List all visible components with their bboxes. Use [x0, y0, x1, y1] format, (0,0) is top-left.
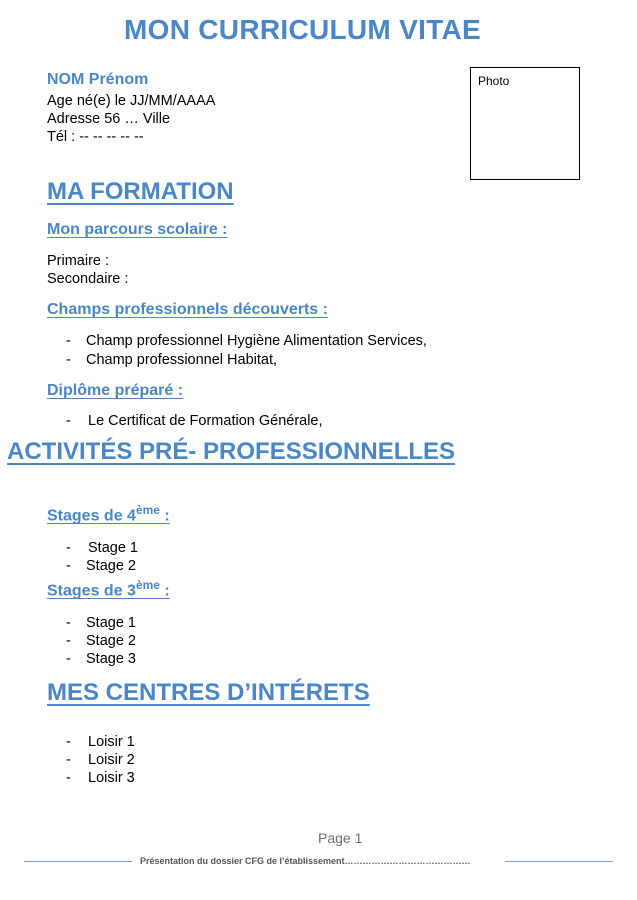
list-dash: -: [66, 752, 71, 768]
list-item: Stage 1: [88, 540, 138, 556]
list-dash: -: [66, 734, 71, 750]
list-item: Loisir 1: [88, 734, 135, 750]
list-item: Stage 3: [86, 651, 136, 667]
photo-label: Photo: [478, 74, 510, 88]
list-item: Champ professionnel Habitat,: [86, 352, 278, 368]
list-dash: -: [66, 540, 71, 556]
champs-heading: Champs professionnels découverts :: [47, 301, 328, 318]
formation-heading: MA FORMATION: [47, 178, 234, 205]
list-dash: -: [66, 413, 71, 429]
parcours-heading: Mon parcours scolaire :: [47, 221, 228, 238]
page-number: Page 1: [318, 830, 363, 846]
parcours-secondaire: Secondaire :: [47, 271, 129, 287]
list-item: Stage 1: [86, 615, 136, 631]
footer-text: Présentation du dossier CFG de l’établissement……………………………………: [140, 856, 471, 866]
list-dash: -: [66, 770, 71, 786]
identity-age: Age né(e) le JJ/MM/AAAA: [47, 93, 216, 109]
stages3-heading: Stages de 3ème :: [47, 578, 170, 600]
list-dash: -: [66, 615, 71, 631]
footer-divider-left: [24, 861, 132, 862]
list-dash: -: [66, 558, 71, 574]
list-item: Loisir 3: [88, 770, 135, 786]
list-item: Stage 2: [86, 558, 136, 574]
list-item: Stage 2: [86, 633, 136, 649]
photo-placeholder: [470, 67, 580, 180]
list-dash: -: [66, 352, 71, 368]
parcours-primaire: Primaire :: [47, 253, 110, 269]
footer-divider-right: [505, 861, 613, 862]
identity-address: Adresse 56 … Ville: [47, 111, 171, 127]
identity-phone: Tél : -- -- -- -- --: [47, 129, 144, 145]
list-dash: -: [66, 633, 71, 649]
list-item: Loisir 2: [88, 752, 135, 768]
activites-heading: ACTIVITÉS PRÉ- PROFESSIONNELLES: [7, 438, 456, 465]
interets-heading: MES CENTRES D’INTÉRETS: [47, 679, 370, 706]
list-item: Le Certificat de Formation Générale,: [88, 413, 323, 429]
stages4-heading: Stages de 4ème :: [47, 503, 170, 525]
list-item: Champ professionnel Hygiène Alimentation Services,: [86, 333, 427, 349]
list-dash: -: [66, 651, 71, 667]
identity-name: NOM Prénom: [47, 71, 149, 88]
list-dash: -: [66, 333, 71, 349]
page-title: MON CURRICULUM VITAE: [123, 14, 481, 45]
diplome-heading: Diplôme préparé :: [47, 382, 184, 399]
